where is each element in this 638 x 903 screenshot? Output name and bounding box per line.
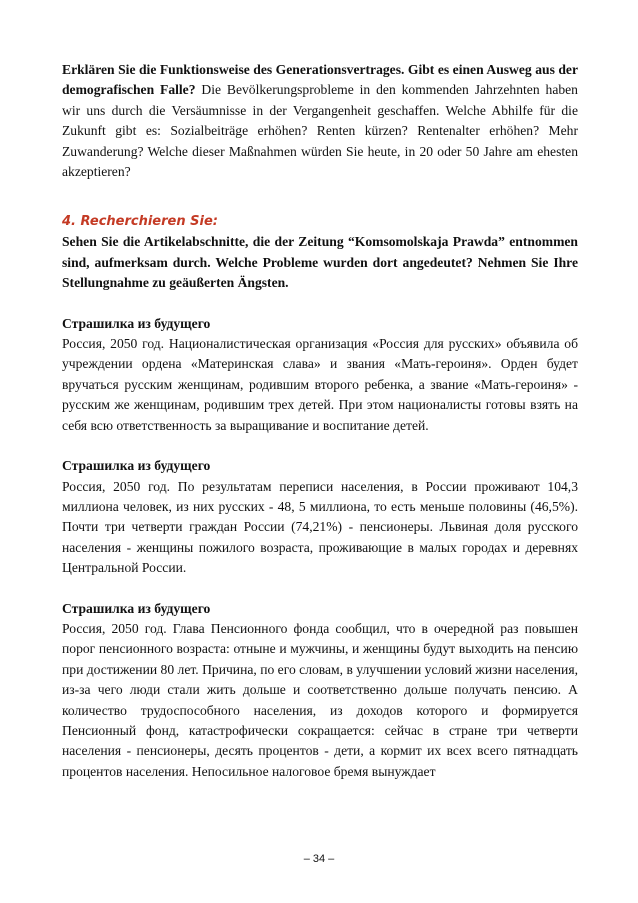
excerpt-2-title: Страшилка из будущего bbox=[62, 458, 211, 474]
section-4-heading: 4. Recherchieren Sie: bbox=[62, 214, 218, 230]
page-number: – 34 – bbox=[303, 853, 335, 865]
excerpt-3-text: Россия, 2050 год. Глава Пенсионного фонда сообщил, что в очередной раз повышен порог пенсионного возраста: отныне и мужчины, и женщины будут выходить на пенсию при достижении 80 лет. Причина, по его словам, в улучшении условий жизни населения, из-за чего люди стали жить дольше и соответственно дольше получать пенсию. А количество трудоспособного населения, из доходов которого и формируется Пенсионный фонд, катастрофически сокращается: сейчас в стране три четверти населения - пенсионеры, десять процентов - дети, а кормит их всех всего пятнадцать процентов населения. Непосильное налоговое бремя вынуждает bbox=[62, 620, 578, 779]
excerpt-1-text: Россия, 2050 год. Националистическая организация «Россия для русских» объявила об учреждении ордена «Материнская слава» и звания «Мать-героиня». Орден будет вручаться русским женщинам, родившим второго ребенка, а звание «Мать-героиня» - русским же женщинам, родившим трех детей. При этом националисты готовы взять на себя всю ответственность за выращивание и воспитание детей. bbox=[62, 336, 578, 433]
excerpt-2-text: Россия, 2050 год. По результатам переписи населения, в России проживают 104,3 миллиона человек, из них русских - 48, 5 миллиона, то есть меньше половины (46,5%). Почти три четверти граждан России (74,21%) - пенсионеры. Львиная доля русского населения - женщины пожилого возраста, проживающие в малых городах и деревнях Центральной России. bbox=[62, 478, 578, 576]
section-4-task: Sehen Sie die Artikelabschnitte, die der Zeitung “Komsomolskaja Prawda” entnommen sind, aufmerksam durch. Welche Probleme wurden dort angedeutet? Nehmen Sie Ihre Stellungnahme zu geäußerten Ängsten. bbox=[62, 234, 578, 291]
excerpt-1-title: Страшилка из будущего bbox=[62, 315, 211, 331]
page-content bbox=[62, 60, 578, 782]
spacer bbox=[62, 182, 578, 212]
excerpt-3-title: Страшилка из будущего bbox=[62, 600, 211, 616]
spacer bbox=[62, 294, 578, 314]
question-body: Die Bevölkerungsprobleme in den kommenden Jahrzehnten haben wir uns durch die Versäumnisse in der Vergangenheit geschaffen. Welche Abhilfe für die Zukunft gibt es: Sozialbeiträge erhöhen? Renten kürzen? Rentenalter erhöhen? Mehr Zuwanderung? Welche dieser Maßnahmen würden Sie heute, in 20 oder 50 Jahre am ehesten akzeptieren? bbox=[62, 82, 578, 180]
question-block bbox=[62, 60, 578, 182]
spacer bbox=[62, 579, 578, 599]
spacer bbox=[62, 436, 578, 456]
question-lead: Erklären Sie die Funktionsweise des Generationsvertrages. Gibt es einen Ausweg aus der demografischen Falle? bbox=[62, 62, 578, 98]
